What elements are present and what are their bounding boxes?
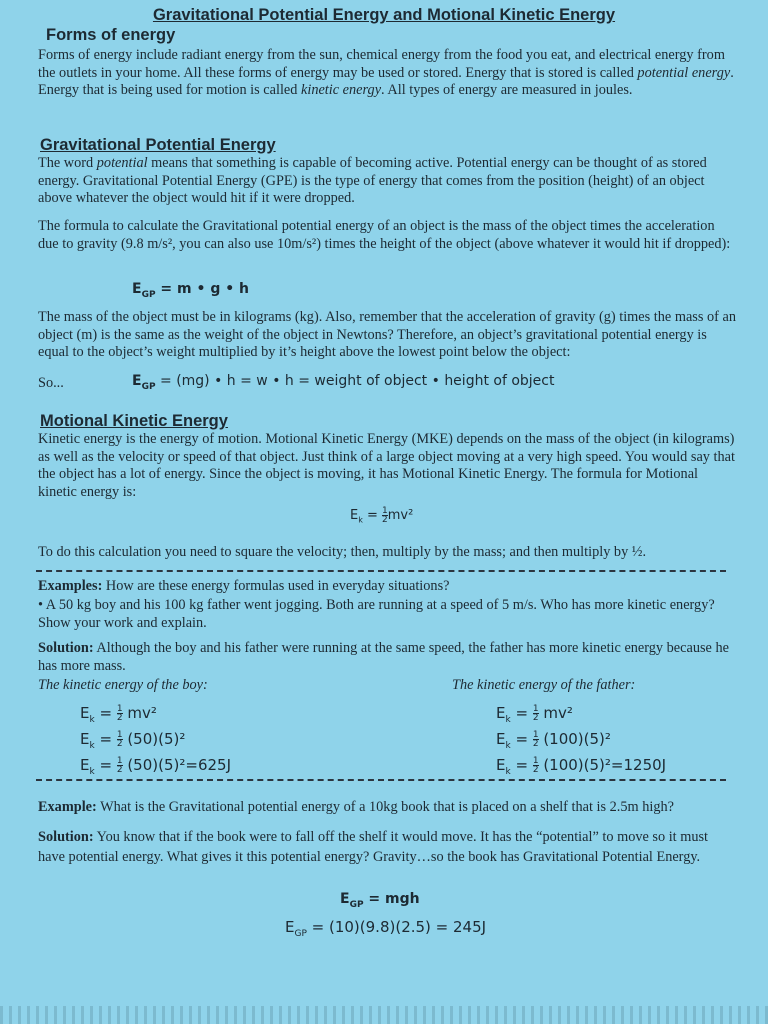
examples-solution: Solution: Although the boy and his father were running at the same speed, the father has more kinetic energy because he has more mass. [38,640,729,674]
gpe-paragraph-1: The word potential means that something is capable of becoming active. Potential energy can be thought of as stored energy. Gravitational Potential Energy (GPE) is the type of energy that comes from the position (height) of an object above whatever the object would hit if it were dropped. [38,155,707,206]
potential-energy-term: potential energy [637,64,731,81]
boy-line-1: $E_k$ = $\frac{1}{2}$ mv² [80,704,157,725]
so-label: So... [38,375,64,391]
examples-question: Examples: How are these energy formulas used in everyday situations? [38,578,450,594]
mke-formula: $E_k$ = $\frac{1}{2}$ mv² [350,506,414,525]
divider-1 [36,570,726,572]
example2-result: $E_{GP} = (10)(9.8)(2.5) = 245J$ [285,918,487,939]
mke-heading: Motional Kinetic Energy [40,412,228,430]
kinetic-energy-term: kinetic energy [301,82,382,98]
father-caption: The kinetic energy of the father: [452,677,636,693]
gpe-formula: $E_{GP} = m$ • g • h [132,281,250,300]
scan-edge [0,1006,768,1024]
boy-line-3: $E_k$ = $\frac{1}{2}$ (50)(5)²=625J [80,756,232,777]
boy-calculation [80,704,231,782]
forms-heading: Forms of energy [46,26,176,44]
father-line-2: $E_k$ = $\frac{1}{2}$ (100)(5)² [496,730,611,751]
father-line-1: $E_k$ = $\frac{1}{2}$ mv² [496,704,573,725]
divider-2 [36,779,726,781]
boy-line-2: $E_k$ = $\frac{1}{2}$ (50)(5)² [80,730,186,751]
mke-paragraph-1: Kinetic energy is the energy of motion. Motional Kinetic Energy (MKE) depends on the mass of the object (in kilograms) as well as the velocity or speed of that object. Just think of a large object moving at a very high speed. You would say that the object has a lot of energy. Since the object is moving, it has Motional Kinetic Energy. The formula for Motional kinetic energy is: [38,431,735,500]
gpe-weight-formula: $E_{GP} = (mg)$ • h = w • h = weight of object • height of object [132,373,555,392]
father-line-3: $E_k$ = $\frac{1}{2}$ (100)(5)²=1250J [496,756,667,777]
example2-question: Example: What is the Gravitational potential energy of a 10kg book that is placed on a shelf that is 2.5m high? [38,799,674,815]
gpe-heading: Gravitational Potential Energy [40,136,276,154]
forms-paragraph: Forms of energy include radiant energy from the sun, chemical energy from the food you eat, and electrical energy from the outlets in your home. All these forms of energy may be used or stored. Energy that is stored is called potential energy. Energy that is being used for motion is called kinetic energy. All types of energy are measured in joules. [38,47,734,98]
example2-formula: $E_{GP}$ = mgh [340,891,420,910]
example2-solution: Solution: You know that if the book were to fall off the shelf it would move. It has the “potential” to move so it must have potential energy. What gives it this potential energy? Gravity…so the book has Gravitational Potential Energy. [38,829,709,865]
boy-caption: The kinetic energy of the boy: [38,677,208,693]
father-calculation [496,704,666,782]
gpe-paragraph-3: The mass of the object must be in kilograms (kg). Also, remember that the acceleration of gravity (g) times the mass of an object (m) is the same as the weight of the object in Newtons? Therefore, an object’s gravitational potential energy is equal to the object’s weight multiplied by it’s height above the lowest point below the object: [38,309,736,360]
gpe-paragraph-2: The formula to calculate the Gravitational potential energy of an object is the mass of the object times the acceleration due to gravity (9.8 m/s², you can also use 10m/s²) times the height of the object (above whatever it would hit if dropped): [38,218,731,252]
mke-paragraph-2: To do this calculation you need to square the velocity; then, multiply by the mass; and then multiply by ½. [38,544,647,560]
page-title: Gravitational Potential Energy and Motional Kinetic Energy [152,6,616,24]
examples-bullet: • A 50 kg boy and his 100 kg father went jogging. Both are running at a speed of 5 m/s. Who has more kinetic energy? Show your work and explain. [38,597,715,631]
